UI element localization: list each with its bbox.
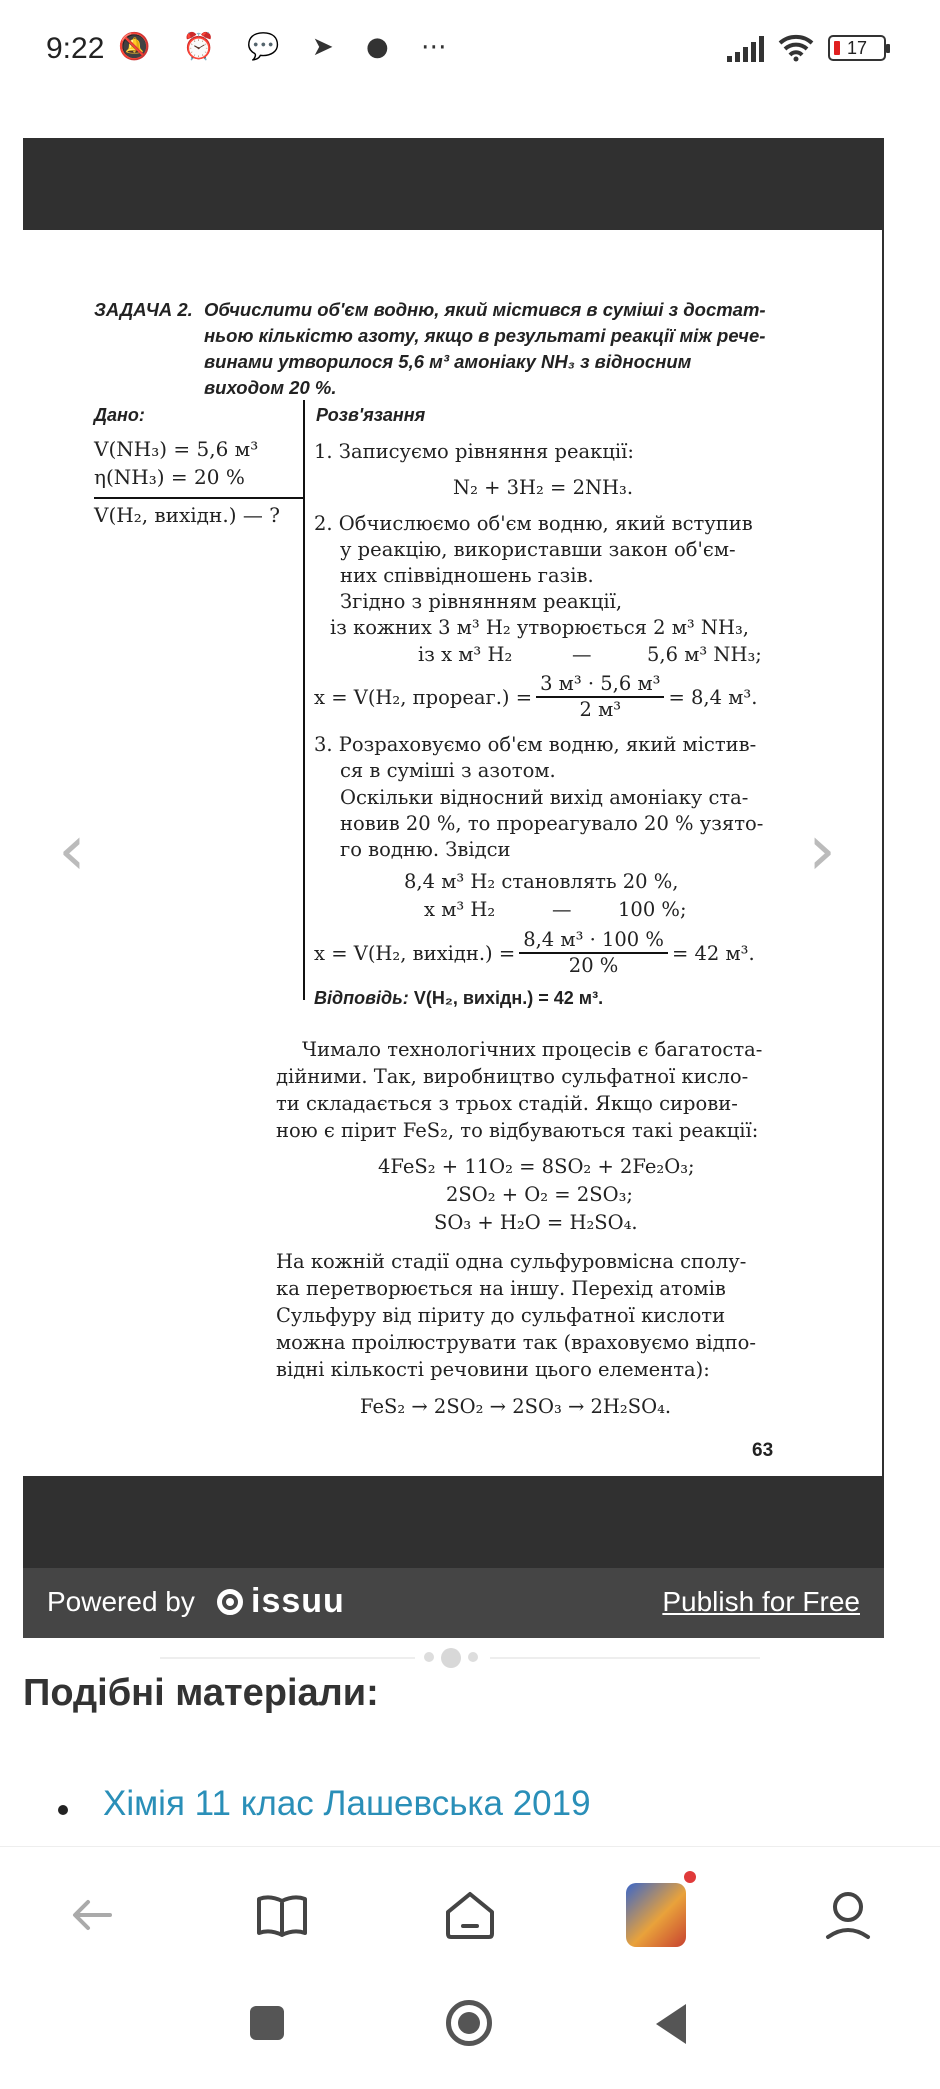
system-indicators — [727, 34, 886, 62]
viewer-bottom-band — [23, 1476, 884, 1568]
system-navigation — [0, 1986, 940, 2089]
fraction-denominator: 2 м³ — [579, 698, 622, 721]
reaction: 4FeS₂ + 11O₂ = 8SO₂ + 2Fe₂O₃; — [378, 1155, 695, 1178]
clock: 9:22 — [46, 32, 105, 65]
powered-by-label: Powered by — [47, 1586, 195, 1617]
paragraph-line: можна проілюструвати так (враховуємо відпо- — [276, 1331, 756, 1354]
next-page-arrow-icon[interactable]: › — [808, 809, 836, 891]
task-statement — [94, 297, 784, 401]
divider-vertical — [303, 400, 305, 1000]
viewer-top-band — [23, 138, 884, 230]
paragraph-line: ною є пірит FeS₂, то відбуваються такі реакції: — [276, 1119, 759, 1142]
proportion-dash: — — [572, 643, 592, 666]
paragraph-line: дійними. Так, виробництво сульфатної кисло- — [276, 1065, 749, 1088]
carousel-indicator — [160, 1648, 760, 1668]
list-bullet — [58, 1805, 68, 1815]
proportion-right: 100 %; — [618, 898, 687, 921]
fraction-numerator: 8,4 м³ · 100 % — [519, 928, 668, 954]
solution-heading: Розв'язання — [316, 405, 426, 425]
solution-line: ся в суміші з азотом. — [340, 759, 556, 782]
paragraph-line: відні кількості речовини цього елемента): — [276, 1358, 710, 1381]
back-icon[interactable] — [62, 1885, 122, 1945]
calculation-2 — [314, 928, 755, 978]
solution-line: новив 20 %, то прореагувало 20 % узято- — [340, 812, 764, 835]
issuu-footer — [23, 1568, 884, 1638]
calc-right: = 42 м³. — [671, 941, 755, 965]
calc-right: = 8,4 м³. — [668, 685, 758, 709]
fraction-numerator: 3 м³ · 5,6 м³ — [536, 672, 664, 698]
solution-line: них співвідношень газів. — [340, 564, 594, 587]
game-app-icon[interactable] — [626, 1885, 686, 1945]
paragraph-line: ти складається з трьох стадій. Якщо сирови- — [276, 1092, 738, 1115]
solution-line: у реакцію, використавши закон об'єм- — [340, 538, 736, 561]
proportion-left: x м³ H₂ — [424, 898, 496, 921]
fraction-denominator: 20 % — [568, 954, 619, 977]
home-icon[interactable] — [440, 1885, 500, 1945]
given-line: V(NH₃) = 5,6 м³ — [94, 437, 259, 461]
solution-line: Згідно з рівнянням реакції, — [340, 590, 623, 613]
proportion-dash: — — [552, 898, 572, 921]
prev-page-arrow-icon[interactable]: ‹ — [58, 809, 86, 891]
solution-line: із кожних 3 м³ H₂ утворюється 2 м³ NH₃, — [330, 616, 749, 639]
solution-step: 1. Записуємо рівняння реакції: — [314, 440, 634, 463]
transformation-chain: FeS₂ → 2SO₂ → 2SO₃ → 2H₂SO₄. — [360, 1395, 672, 1418]
answer — [314, 988, 603, 1009]
task-label: ЗАДАЧА 2. — [94, 299, 193, 320]
answer-text: V(H₂, вихідн.) = 42 м³. — [413, 988, 604, 1008]
similar-material-link[interactable]: Хімія 11 клас Лашевська 2019 — [103, 1784, 591, 1823]
recents-button[interactable] — [250, 2006, 284, 2040]
paragraph-line: Сульфуру від піриту до сульфатної кислоти — [276, 1304, 726, 1327]
equation: N₂ + 3H₂ = 2NH₃. — [453, 476, 634, 499]
given-heading: Дано: — [94, 405, 145, 425]
battery-icon — [828, 35, 886, 61]
task-line-3: винами утворилося 5,6 м³ амоніаку NH₃ з відносним — [204, 351, 692, 372]
fraction — [536, 672, 664, 722]
status-bar — [0, 0, 940, 100]
calculation-1 — [314, 672, 757, 722]
issuu-logo[interactable] — [217, 1582, 345, 1621]
signal-icon — [727, 34, 764, 62]
solution-step: 2. Обчислюємо об'єм водню, який вступив — [314, 512, 753, 535]
page-number: 63 — [752, 1440, 774, 1461]
proportion-line: 8,4 м³ H₂ становлять 20 %, — [404, 870, 679, 893]
similar-materials-heading: Подібні матеріали: — [23, 1672, 379, 1714]
task-line-2: ньою кількістю азоту, якщо в результаті реакції між рече- — [204, 325, 766, 346]
task-line-4: виходом 20 %. — [204, 377, 337, 398]
battery-level: 17 — [846, 37, 868, 58]
paragraph-line: ка перетворюється на іншу. Перехід атомів — [276, 1277, 726, 1300]
paragraph-line: Чимало технологічних процесів є багатоста- — [302, 1038, 763, 1061]
solution-line: Оскільки відносний вихід амоніаку ста- — [340, 786, 749, 809]
proportion-right: 5,6 м³ NH₃; — [647, 643, 762, 666]
calc-left: x = V(H₂, вихідн.) = — [314, 941, 516, 965]
paragraph-line: На кожній стадії одна сульфуровмісна сполу- — [276, 1250, 747, 1273]
notification-dot — [684, 1871, 696, 1883]
proportion-left: із x м³ H₂ — [418, 643, 513, 666]
reaction: 2SO₂ + O₂ = 2SO₃; — [446, 1183, 633, 1206]
back-button[interactable] — [656, 2004, 686, 2044]
task-line-1: Обчислити об'єм водню, який містився в суміші з достат- — [204, 299, 766, 320]
publish-for-free-link[interactable]: Publish for Free — [662, 1586, 860, 1617]
given-line: η(NH₃) = 20 % — [94, 465, 245, 489]
reading-mode-icon[interactable] — [252, 1885, 312, 1945]
profile-icon[interactable] — [818, 1885, 878, 1945]
fraction — [519, 928, 668, 978]
reaction: SO₃ + H₂O = H₂SO₄. — [434, 1211, 638, 1234]
wifi-icon — [778, 34, 814, 62]
find-line: V(H₂, вихідн.) — ? — [94, 503, 280, 527]
solution-line: го водню. Звідси — [340, 838, 511, 861]
issuu-logo-icon — [217, 1589, 243, 1615]
solution-step: 3. Розраховуємо об'єм водню, який містив- — [314, 733, 757, 756]
divider-horizontal — [94, 497, 303, 499]
answer-label: Відповідь: — [314, 988, 409, 1008]
issuu-brand: issuu — [251, 1582, 345, 1620]
calc-left: x = V(H₂, прореаг.) = — [314, 685, 533, 709]
notification-icons: 🔕 ⏰ 💬 ➤ ● ⋯ — [118, 32, 459, 62]
browser-bottom-nav — [0, 1846, 940, 1986]
home-button[interactable] — [446, 2000, 492, 2046]
